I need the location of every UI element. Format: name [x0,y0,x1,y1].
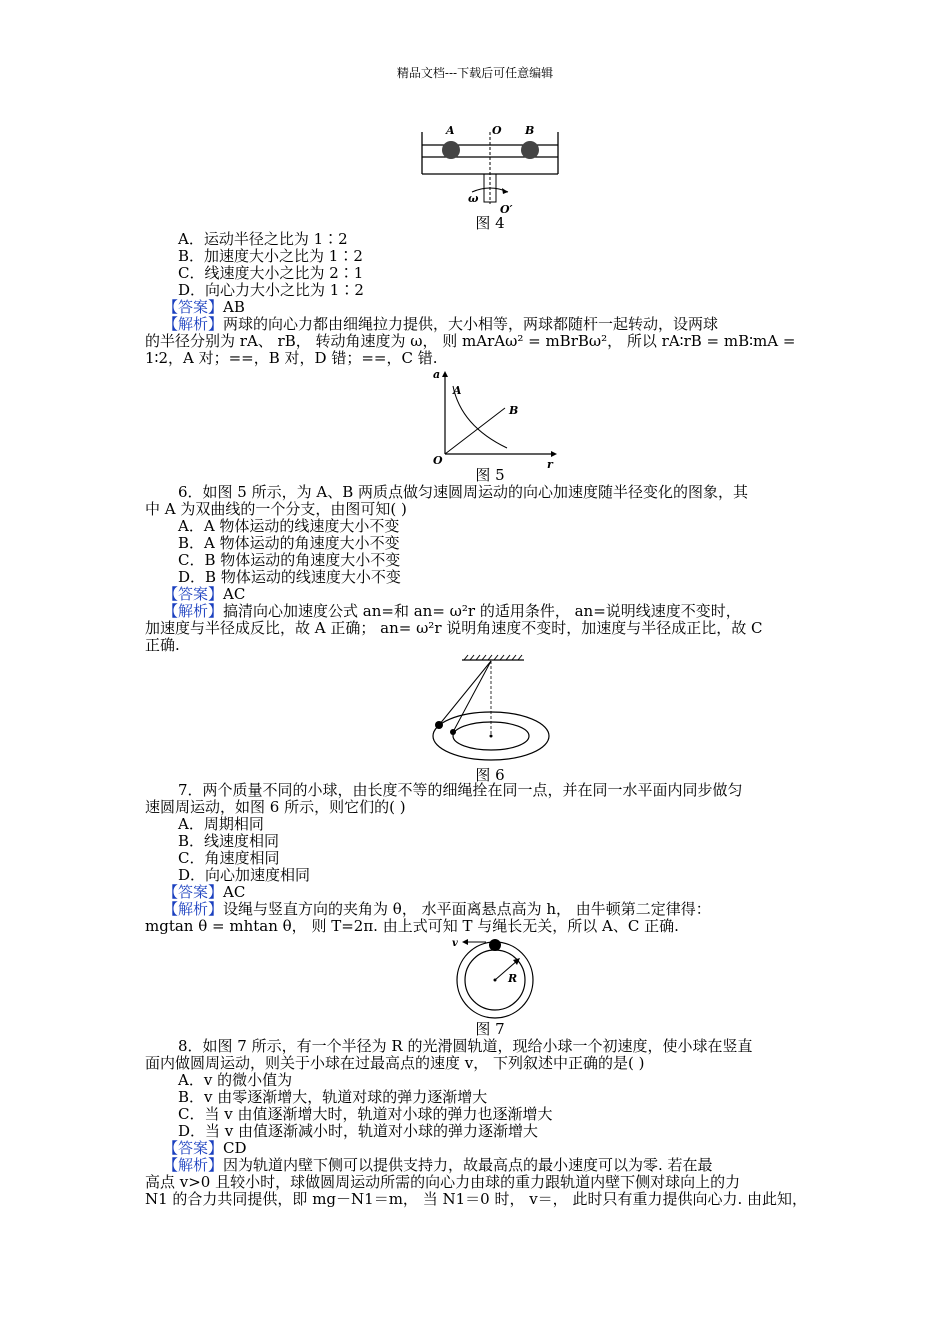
q6-option-c: C．B 物体运动的角速度大小不变 [178,551,401,569]
figure-5 [425,366,565,470]
q7-answer [163,884,833,901]
label-a: A [446,124,455,137]
q8-option-d: D．当 v 由值逐渐减小时，轨道对小球的弹力逐渐增大 [178,1122,539,1140]
q6-analysis-line-2: 加速度与半径成反比，故 A 正确； an= ω²r 说明角速度不变时，加速度与半径成正比，故 C [145,619,763,637]
figure-5-caption: 图 5 [475,466,505,484]
ball-a [442,141,460,159]
line-b [445,408,505,454]
figure-6-caption: 图 6 [475,766,505,784]
analysis-tag: 【解析】 [163,900,224,918]
q6-analysis-line-1: 【解析】搞清向心加速度公式 an=和 an= ω²r 的适用条件， an=说明线速度不变时， [163,602,741,620]
q5-answer [163,299,833,316]
svg-text:A: A [453,384,462,397]
answer-tag: 【答案】 [163,883,224,901]
q8-answer [163,1140,833,1157]
label-b: B [525,124,535,137]
answer-value: CD [223,1139,247,1157]
figure-6 [428,652,568,764]
q6-option-d: D．B 物体运动的线速度大小不变 [178,568,401,586]
label-o: O [492,124,502,137]
q8-analysis-line-1: 【解析】因为轨道内壁下侧可以提供支持力，故最高点的最小速度可以为零. 若在最 [163,1156,713,1174]
q5-option-a: A．运动半径之比为 1∶2 [178,230,348,248]
svg-text:r: r [547,458,553,470]
ball-b [521,141,539,159]
q7-option-a: A．周期相同 [178,815,264,833]
q6-analysis-line-3: 正确. [145,636,180,654]
q7-option-b: B．线速度相同 [178,832,280,850]
q8-stem-line-1: 8．如图 7 所示，有一个半径为 R 的光滑圆轨道，现给小球一个初速度，使小球在竖直 [178,1037,753,1055]
ball [489,939,501,951]
q7-stem-line-2: 速圆周运动，如图 6 所示，则它们的( ) [145,798,406,816]
answer-tag: 【答案】 [163,585,224,603]
q8-analysis-line-3: N1 的合力共同提供，即 mg－N1＝m， 当 N1＝0 时， v＝， 此时只有重力提供向心力. 由此知， [145,1190,807,1208]
q8-stem-line-2: 面内做圆周运动，则关于小球在过最高点的速度 v， 下列叙述中正确的是( ) [145,1054,645,1072]
answer-value: AB [223,298,245,316]
q8-option-c: C．当 v 由值逐渐增大时，轨道对小球的弹力也逐渐增大 [178,1105,553,1123]
svg-text:B: B [509,404,519,417]
q6-stem-line-2: 中 A 为双曲线的一个分支，由图可知( ) [145,500,407,518]
analysis-tag: 【解析】 [163,315,224,333]
q6-option-b: B．A 物体运动的角速度大小不变 [178,534,400,552]
analysis-tag: 【解析】 [163,1156,224,1174]
figure-7 [440,930,550,1020]
answer-tag: 【答案】 [163,298,224,316]
analysis-tag: 【解析】 [163,602,224,620]
q6-option-a: A．A 物体运动的线速度大小不变 [178,517,400,535]
q7-stem-line-1: 7．两个质量不同的小球，由长度不等的细绳拴在同一点，并在同一水平面内同步做匀 [178,781,743,799]
q6-answer [163,586,833,603]
q8-analysis-line-2: 高点 v>0 且较小时，球做圆周运动所需的向心力由球的重力跟轨道内壁下侧对球向上的力 [145,1173,741,1191]
q5-option-d: D．向心力大小之比为 1∶2 [178,281,364,299]
q6-stem-line-1: 6．如图 5 所示，为 A、B 两质点做匀速圆周运动的向心加速度随半径变化的图象，其 [178,483,749,501]
figure-7-caption: 图 7 [475,1020,505,1038]
svg-text:O: O [433,454,443,467]
answer-tag: 【答案】 [163,1139,224,1157]
answer-value: AC [223,585,246,603]
svg-text:v: v [452,938,458,949]
q7-analysis-line-1: 【解析】设绳与竖直方向的夹角为 θ， 水平面离悬点高为 h， 由牛顿第二定律得： [163,900,711,918]
svg-text:a: a [433,368,441,381]
svg-text:R: R [508,972,518,985]
q5-analysis-line-3: 1∶2，A 对；==，B 对，D 错；==，C 错. [145,349,438,367]
q5-option-b: B．加速度大小之比为 1∶2 [178,247,363,265]
q5-option-c: C．线速度大小之比为 2∶1 [178,264,364,282]
q5-analysis-line-1: 【解析】两球的向心力都由细绳拉力提供，大小相等，两球都随杆一起转动，设两球 [163,315,719,333]
q5-analysis-line-2: 的半径分别为 rA、 rB， 转动角速度为 ω， 则 mArAω² = mBrBω²， 所以 rA∶rB = mB∶mA = [145,332,796,350]
q7-analysis-line-2: mgtan θ = mhtan θ， 则 T=2π. 由上式可知 T 与绳长无关，所以 A、C 正确. [145,917,679,935]
figure-4-caption: 图 4 [475,214,505,232]
q8-option-b: B．v 由零逐渐增大，轨道对球的弹力逐渐增大 [178,1088,488,1106]
answer-value: AC [223,883,246,901]
page-header: 精品文档---下载后可任意编辑 [396,66,554,80]
ball-inner [450,729,456,735]
ball-outer [435,721,443,729]
label-omega: ω [468,192,479,205]
q7-option-c: C．角速度相同 [178,849,280,867]
q7-option-d: D．向心加速度相同 [178,866,311,884]
q8-option-a: A．v 的微小值为 [178,1071,293,1089]
label-o-prime: O′ [500,203,513,216]
figure-4 [410,118,570,218]
